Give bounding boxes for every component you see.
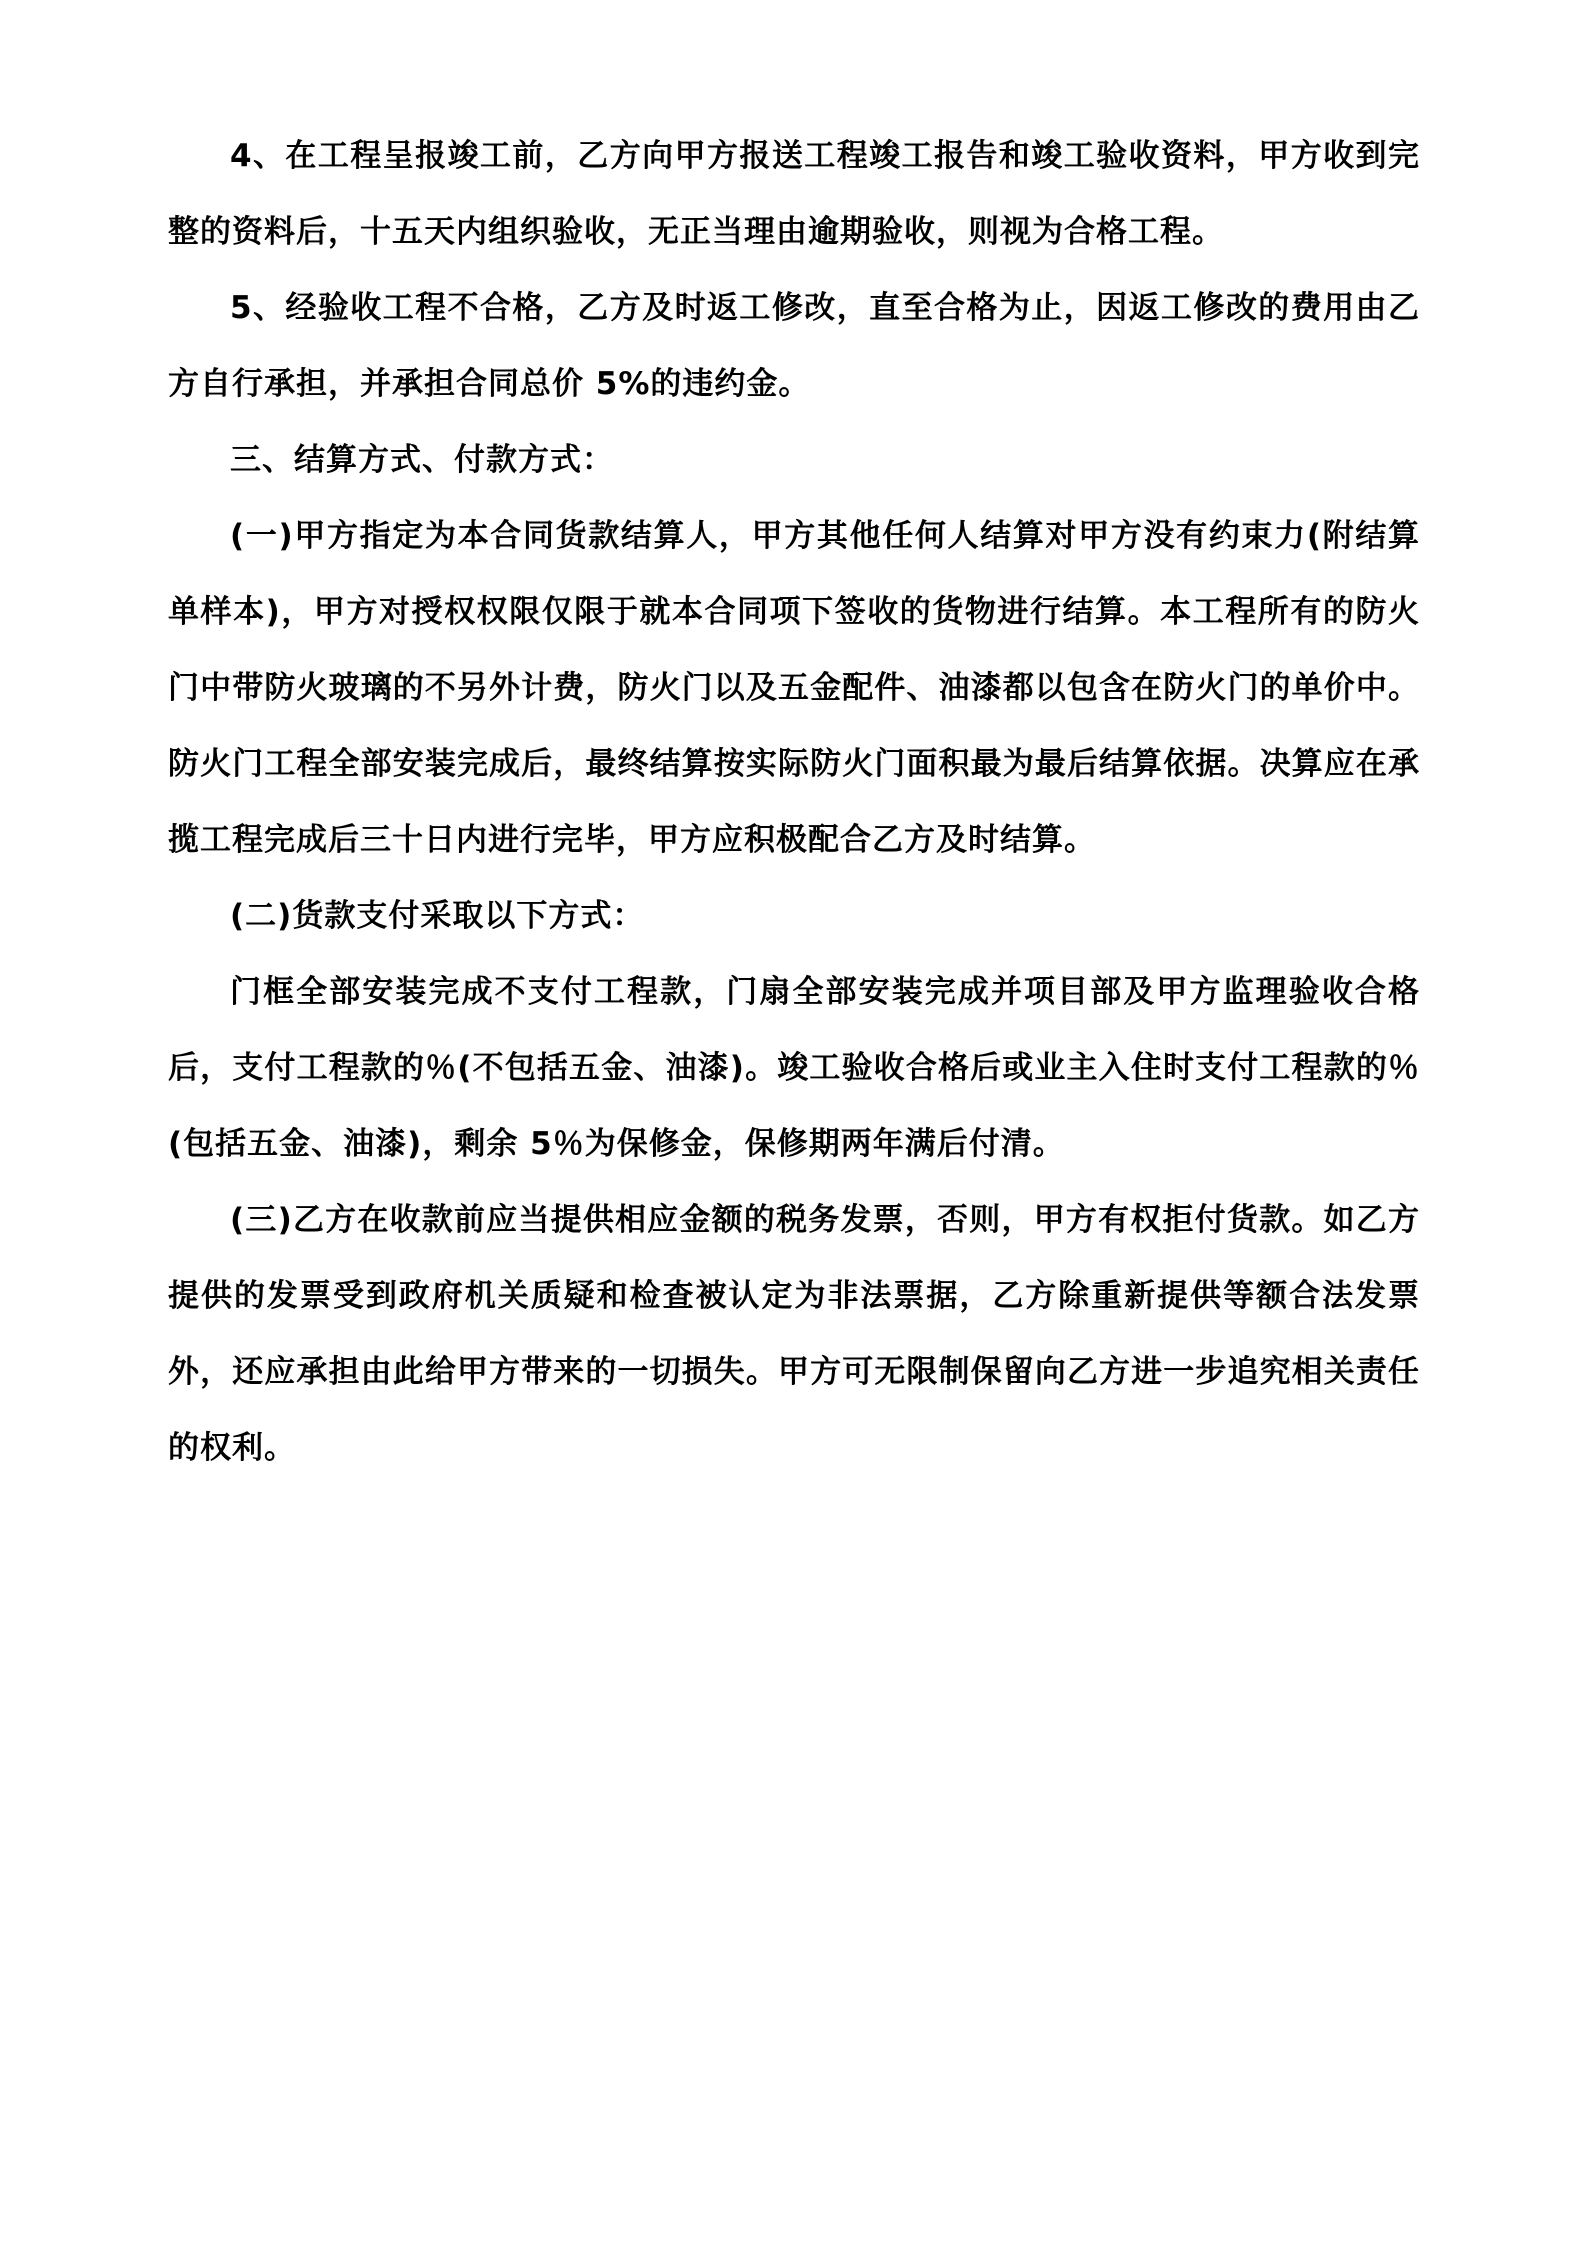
paragraph-payment-terms: 门框全部安装完成不支付工程款，门扇全部安装完成并项目部及甲方监理验收合格后，支付工程款的％(不包括五金、油漆)。竣工验收合格后或业主入住时支付工程款的％(包括五金、油漆)，剩余 5％为保修金，保修期两年满后付清。 [168, 974, 1420, 1162]
paragraph-invoice-clause: (三)乙方在收款前应当提供相应金额的税务发票，否则，甲方有权拒付货款。如乙方提供的发票受到政府机关质疑和检查被认定为非法票据，乙方除重新提供等额合法发票外，还应承担由此给甲方带来的一切损失。甲方可无限制保留向乙方进一步追究相关责任的权利。 [168, 1202, 1420, 1466]
paragraph-payment-method-heading: (二)货款支付采取以下方式： [230, 898, 645, 934]
paragraph-clause-5: 5、经验收工程不合格，乙方及时返工修改，直至合格为止，因返工修改的费用由乙方自行承担，并承担合同总价 5%的违约金。 [168, 290, 1420, 402]
section-heading-settlement-payment: 三、结算方式、付款方式： [230, 442, 614, 478]
paragraph-settlement-item-1: (一)甲方指定为本合同货款结算人，甲方其他任何人结算对甲方没有约束力(附结算单样本)，甲方对授权权限仅限于就本合同项下签收的货物进行结算。本工程所有的防火门中带防火玻璃的不另外计费，防火门以及五金配件、油漆都以包含在防火门的单价中。防火门工程全部安装完成后，最终结算按实际防火门面积最为最后结算依据。决算应在承揽工程完成后三十日内进行完毕，甲方应积极配合乙方及时结算。 [168, 518, 1420, 858]
paragraph-clause-4: 4、在工程呈报竣工前，乙方向甲方报送工程竣工报告和竣工验收资料，甲方收到完整的资料后，十五天内组织验收，无正当理由逾期验收，则视为合格工程。 [168, 138, 1420, 250]
document-body [168, 118, 1420, 1486]
